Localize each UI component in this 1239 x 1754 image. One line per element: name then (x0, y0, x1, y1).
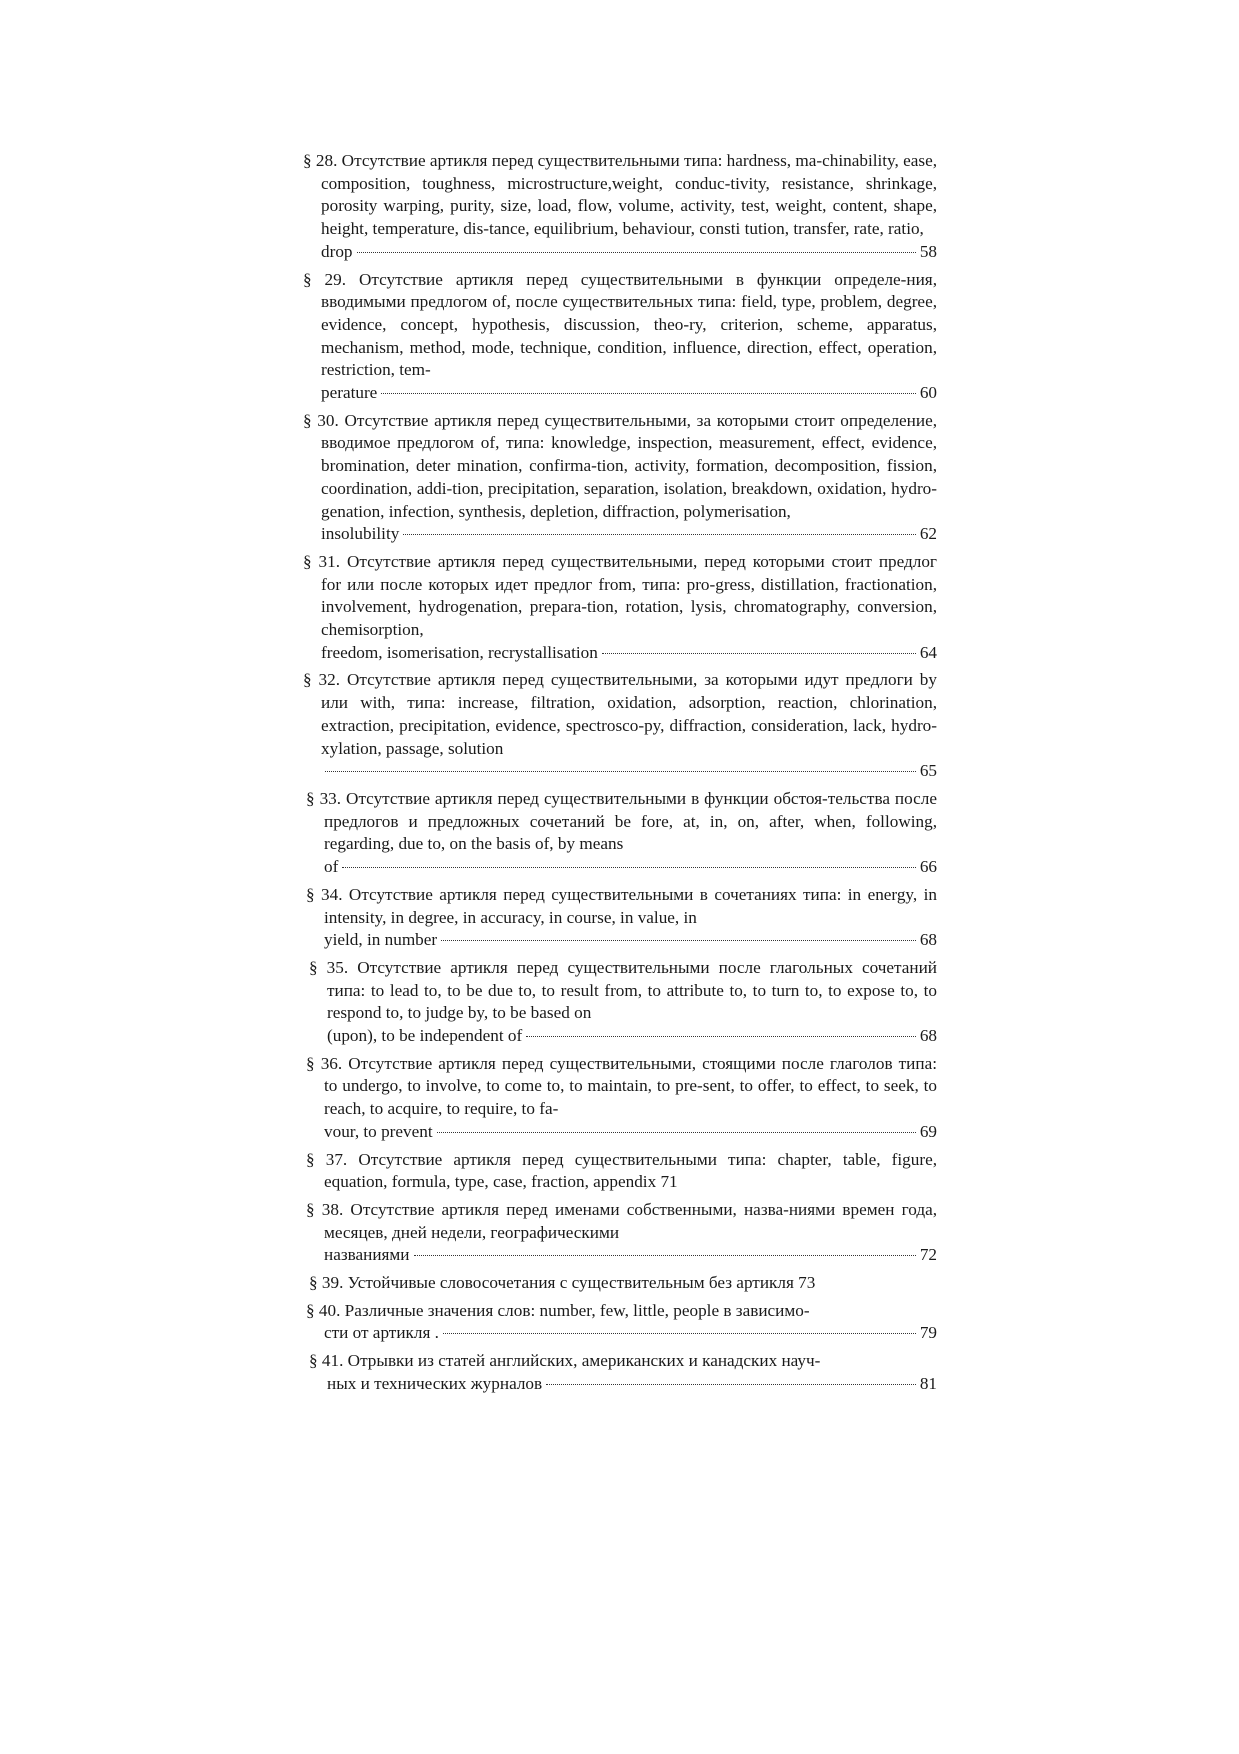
entry-text: § 29. Отсутствие артикля перед существительными в функции определе-ния, вводимыми предлогом of, после существительных типа: field, type, problem, degree, evidence, concept, hypothesis, discussion, theo-ry, criterion, scheme, apparatus, mechanism, method, mode, technique, condition, influence, direction, effect, operation, restriction, tem- (303, 269, 937, 380)
toc-entry-40 (306, 1300, 937, 1345)
entry-tail-line (324, 1244, 937, 1267)
page-number: 68 (919, 930, 937, 950)
entry-text: § 41. Отрывки из статей английских, американских и канадских науч- (309, 1351, 821, 1371)
toc-entry-38 (306, 1199, 937, 1267)
entry-text: § 39. Устойчивые словосочетания с существительным без артикля 73 (309, 1273, 816, 1293)
entry-text: § 34. Отсутствие артикля перед существительными в сочетаниях типа: in energy, in intensity, in degree, in accuracy, in course, in value, in (306, 884, 937, 927)
entry-tail: drop (321, 241, 353, 261)
entry-tail: vour, to prevent (324, 1121, 433, 1141)
toc-entry-36 (306, 1053, 937, 1144)
toc-entry-30 (303, 410, 937, 546)
page-number: 69 (919, 1121, 937, 1141)
dot-leader (437, 1132, 916, 1133)
entry-tail: perature (321, 383, 378, 403)
entry-tail-line (321, 760, 937, 783)
dot-leader (526, 1036, 916, 1037)
entry-tail-line (321, 642, 937, 665)
page-number: 65 (919, 761, 937, 781)
page-number: 72 (919, 1245, 937, 1265)
page-number: 66 (919, 857, 937, 877)
entry-text: § 40. Различные значения слов: number, few, little, people в зависимо- (306, 1300, 810, 1320)
dot-leader (357, 252, 916, 253)
dot-leader (441, 940, 916, 941)
entry-text: § 32. Отсутствие артикля перед существительными, за которыми идут предлоги by или with, типа: increase, filtration, oxidation, adsorption, reaction, chlorination, extraction, precipitation, evidence, spectrosco-py, diffraction, consideration, lack, hydro- xylation, passage, solution (303, 670, 937, 758)
entry-tail-line (324, 929, 937, 952)
toc-entry-29 (303, 269, 937, 405)
dot-leader (403, 534, 916, 535)
toc-entry-35 (309, 957, 937, 1048)
dot-leader (381, 393, 916, 394)
toc-entry-37 (306, 1149, 937, 1194)
toc-entry-41 (309, 1350, 937, 1395)
entry-text: § 36. Отсутствие артикля перед существительными, стоящими после глаголов типа: to undergo, to involve, to come to, to maintain, to pre-sent, to offer, to effect, to seek, to reach, to acquire, to require, to fa- (306, 1053, 937, 1119)
dot-leader (325, 771, 916, 772)
entry-text: § 37. Отсутствие артикля перед существительными типа: chapter, table, figure, equation, formula, type, case, fraction, appendix 71 (306, 1149, 937, 1192)
entry-tail-line (324, 1322, 937, 1345)
page-number: 58 (919, 241, 937, 261)
page-number: 64 (919, 642, 937, 662)
entry-tail: ных и технических журналов (327, 1373, 543, 1393)
toc-entry-28 (303, 150, 937, 264)
toc-entry-33 (306, 788, 937, 879)
dot-leader (342, 867, 915, 868)
entry-tail: yield, in number (324, 930, 438, 950)
entry-tail-line (321, 241, 937, 264)
dot-leader (602, 653, 916, 654)
entry-text: § 38. Отсутствие артикля перед именами собственными, назва-ниями времен года, месяцев, дней недели, географическими (306, 1199, 937, 1242)
entry-tail-line (324, 1121, 937, 1144)
page-number: 60 (919, 383, 937, 403)
dot-leader (414, 1255, 916, 1256)
entry-text: § 33. Отсутствие артикля перед существительными в функции обстоя-тельства после предлогов и предложных сочетаний be fore, at, in, on, after, when, following, regarding, due to, on the basis of, by means (306, 788, 937, 854)
toc-entry-31 (303, 551, 937, 665)
entry-text: § 31. Отсутствие артикля перед существительными, перед которыми стоит предлог for или после которых идет предлог from, типа: pro-gress, distillation, fractionation, involvement, hydrogenation, prepara-tion, rotation, lysis, chromatography, conversion, chemisorption, (303, 551, 937, 640)
entry-tail-line (321, 382, 937, 405)
table-of-contents (303, 150, 937, 1401)
entry-tail-line (327, 1025, 937, 1048)
entry-tail: (upon), to be independent of (327, 1026, 523, 1046)
entry-text: § 30. Отсутствие артикля перед существительными, за которыми стоит определение, вводимое предлогом of, типа: knowledge, inspection, measurement, effect, evidence, bromination, deter mination, confirma-tion, activity, formation, decomposition, fission, coordination, addi-tion, precipitation, separation, isolation, breakdown, oxidation, hydro-genation, infection, synthesis, depletion, diffraction, polymerisation, (303, 410, 937, 521)
entry-tail-line (321, 523, 937, 546)
entry-tail: insolubility (321, 524, 400, 544)
entry-tail-line (324, 856, 937, 879)
page-number: 62 (919, 524, 937, 544)
entry-tail-line (327, 1373, 937, 1396)
entry-tail: freedom, isomerisation, recrystallisation (321, 642, 598, 662)
dot-leader (546, 1384, 916, 1385)
entry-tail: of (324, 857, 339, 877)
page-number: 79 (919, 1323, 937, 1343)
page-number: 81 (919, 1373, 937, 1393)
toc-entry-34 (306, 884, 937, 952)
toc-entry-39 (309, 1272, 937, 1295)
toc-entry-32 (303, 669, 937, 783)
entry-tail: сти от артикля . (324, 1323, 439, 1343)
entry-tail: названиями (324, 1245, 410, 1265)
entry-text: § 28. Отсутствие артикля перед существительными типа: hardness, ma-chinability, ease, composition, toughness, microstructure,weight, conduc-tivity, resistance, shrinkage, porosity warping, purity, size, load, flow, volume, activity, test, weight, content, shape, height, temperature, dis-tance, equilibrium, behaviour, consti tution, transfer, rate, ratio, (303, 151, 937, 239)
page-number: 68 (919, 1026, 937, 1046)
entry-text: § 35. Отсутствие артикля перед существительными после глагольных сочетаний типа: to lead to, to be due to, to result from, to attribute to, to turn to, to expose to, to respond to, to judge by, to be based on (309, 957, 937, 1023)
dot-leader (443, 1333, 916, 1334)
